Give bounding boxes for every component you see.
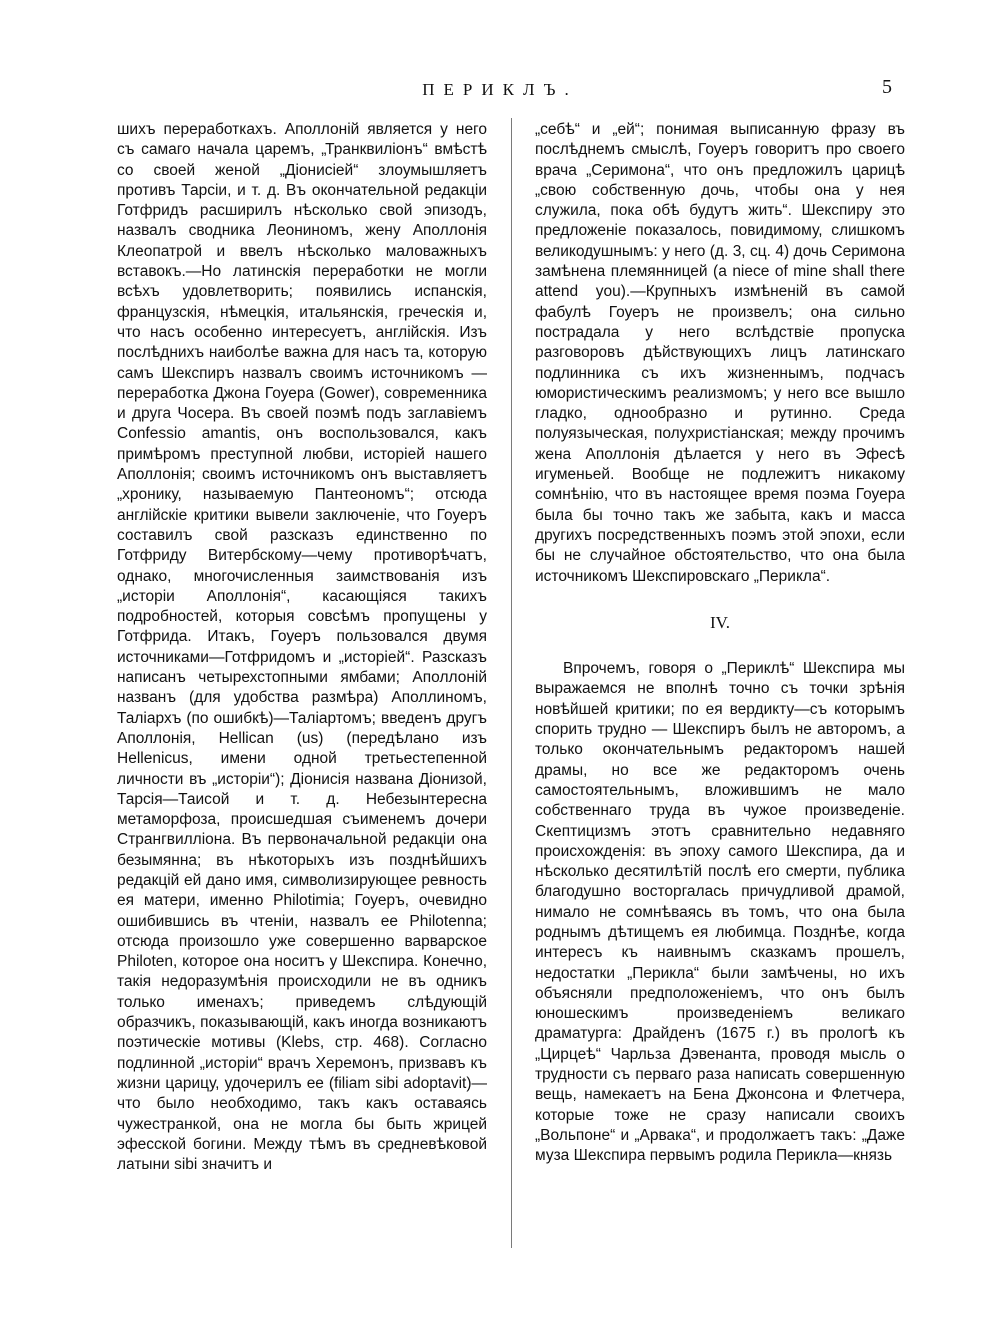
- page-number: 5: [882, 76, 892, 98]
- running-title: ПЕРИКЛЪ.: [422, 80, 578, 99]
- column-divider: [511, 118, 512, 1248]
- right-paragraph-2: Впрочемъ, говоря о „Периклѣ“ Шекспира мы выражаемся не вполнѣ точно съ точки зрѣнія новѣйшей критики; по ея вердикту—съ которымъ спорить трудно — Шекспиръ былъ не авторомъ, а только окончательнымъ редакторомъ нашей драмы, но все же редакторомъ очень самостоятельнымъ, вложившимъ не мало собственнаго труда въ чужое произведеніе. Скептицизмъ этотъ сравнительно недавняго происхожденія: въ эпоху самого Шекспира, да и нѣсколько десятилѣтій послѣ его смерти, публика благодушно восторгалась причудливой драмой, нимало не сомнѣваясь въ томъ, что она была роднымъ дѣтищемъ ея любимца. Позднѣе, когда интересъ къ наивнымъ сказкамъ прошелъ, недостатки „Перикла“ были замѣчены, но ихъ объясняли предположеніемъ, что онъ былъ юношескимъ произведеніемъ великаго драматурга: Драйденъ (1675 г.) въ прологѣ къ „Цирцеѣ“ Чарльза Дэвенанта, проводя мысль о трудности съ перваго раза написать совершенную вещь, намекаетъ на Бена Джонсона и Флетчера, которые тоже не сразу написали своихъ „Вольпоне“ и „Арвака“, и продолжаетъ такъ: „Даже муза Шекспира первымъ родила Перикла—князь: [535, 660, 905, 1165]
- section-heading: IV.: [710, 612, 730, 632]
- right-paragraph-1: „себѣ“ и „ей“; понимая выписанную фразу въ послѣднемъ смыслѣ, Гоуеръ говоритъ про своего врача „Серимона“, что онъ предложилъ царицѣ „свою собственную дочь, чтобы она у нея служила, пока обѣ будутъ жить“. Шекспиру это предложеніе показалось, повидимому, слишкомъ великодушнымъ: у него (д. 3, сц. 4) дочь Серимона замѣнена племянницей (a niece of mine shall there attend you).—Крупныхъ измѣненій въ самой фабулѣ Гоуеръ не произвелъ; она сильно пострадала у него вслѣдствіе пропуска разговоровъ дѣйствующихъ лицъ латинскаго подлинника съ ихъ жизненнымъ, подчасъ юмористическимъ реализмомъ; у него все вышло гладко, однообразно и рутинно. Среда полуязыческая, полухристіанская; между прочимъ жена Аполлонія дѣлается у него въ Эфесѣ игуменьей. Вообще не подлежитъ никакому сомнѣнію, что въ настоящее время поэма Гоуера была бы точно такъ же забыта, какъ и масса другихъ посредственныхъ поэмъ этой эпохи, если бы не случайное обстоятельство, что она была источникомъ Шекспировскаго „Перикла“.: [535, 121, 905, 585]
- left-column: [117, 120, 487, 1175]
- right-column: [535, 120, 905, 1167]
- left-column-text: шихъ переработкахъ. Аполлоній является у него съ самаго начала царемъ, „Транквиліонъ“ вмѣстѣ со своей женой „Діонисіей“ злоумышляетъ противъ Тарсіи, и т. д. Въ окончательной редакціи Готфридъ расширилъ нѣсколько свой эпизодъ, назвалъ сводника Леониномъ, жену Аполлонія Клеопатрой и ввелъ нѣсколько маловажныхъ вставокъ.—Но латинскія переработки не могли всѣхъ удовлетворить; появились испанскія, французскія, нѣмецкія, итальянскія, греческія и, что насъ особенно интересуетъ, англійскія. Изъ послѣднихъ наиболѣе важна для насъ та, которую самъ Шекспиръ назвалъ своимъ источникомъ — переработка Джона Гоуера (Gower), современника и друга Чосера. Въ своей поэмѣ подъ заглавіемъ Confessio amantis, онъ воспользовался, какъ примѣромъ преступной любви, исторіей нашего Аполлонія; своимъ источникомъ онъ выставляетъ „хронику, называемую Пантеономъ“; отсюда англійскіе критики вывели заключеніе, что Гоуеръ составилъ свой разсказъ единственно по Готфриду Витербскому—чему противорѣчатъ, однако, многочисленныя заимствованія изъ „исторіи Аполлонія“, касающіяся такихъ подробностей, которыя совсѣмъ пропущены у Готфрида. Итакъ, Гоуеръ пользовался двумя источниками—Готфридомъ и „исторіей“. Разсказъ написанъ четырехстопными ямбами; Аполлоній названъ (для удобства размѣра) Аполлиномъ, Таліархъ (по ошибкѣ)—Таліартомъ; введенъ другъ Аполлонія, Hellican (us) (передѣлано изъ Hellenicus, имени одной третьестепенной личности въ „исторіи“); Діонисія названа Діонизой, Тарсія—Таисой и т. д. Небезынтересна метаморфоза, происшедшая съименемъ дочери Странгвилліона. Въ первоначальной редакціи она безымянна; въ нѣкоторыхъ изъ позднѣйшихъ редакцій ей дано имя, символизирующее ревность ея матери, именно Philotimia; Гоуеръ, очевидно ошибившись въ чтеніи, назвалъ ее Philotenna; отсюда произошло уже совершенно варварское Philoten, которое она носитъ у Шекспира. Конечно, такія недоразумѣнія происходили не въ одникъ только именахъ; приведемъ слѣдующій образчикъ, показывающій, какъ иногда возникаютъ поэтическіе мотивы (Klebs, стр. 468). Согласно подлинной „исторіи“ врачъ Херемонъ, призвавъ къ жизни царицу, удочерилъ ее (filiam sibi adoptavit)—что было необходимо, такъ какъ оставаясь чужестранкой, она не могла бы быть жрицей эфесской богини. Между тѣмъ въ средневѣковой латыни sibi значитъ и: [117, 121, 487, 1174]
